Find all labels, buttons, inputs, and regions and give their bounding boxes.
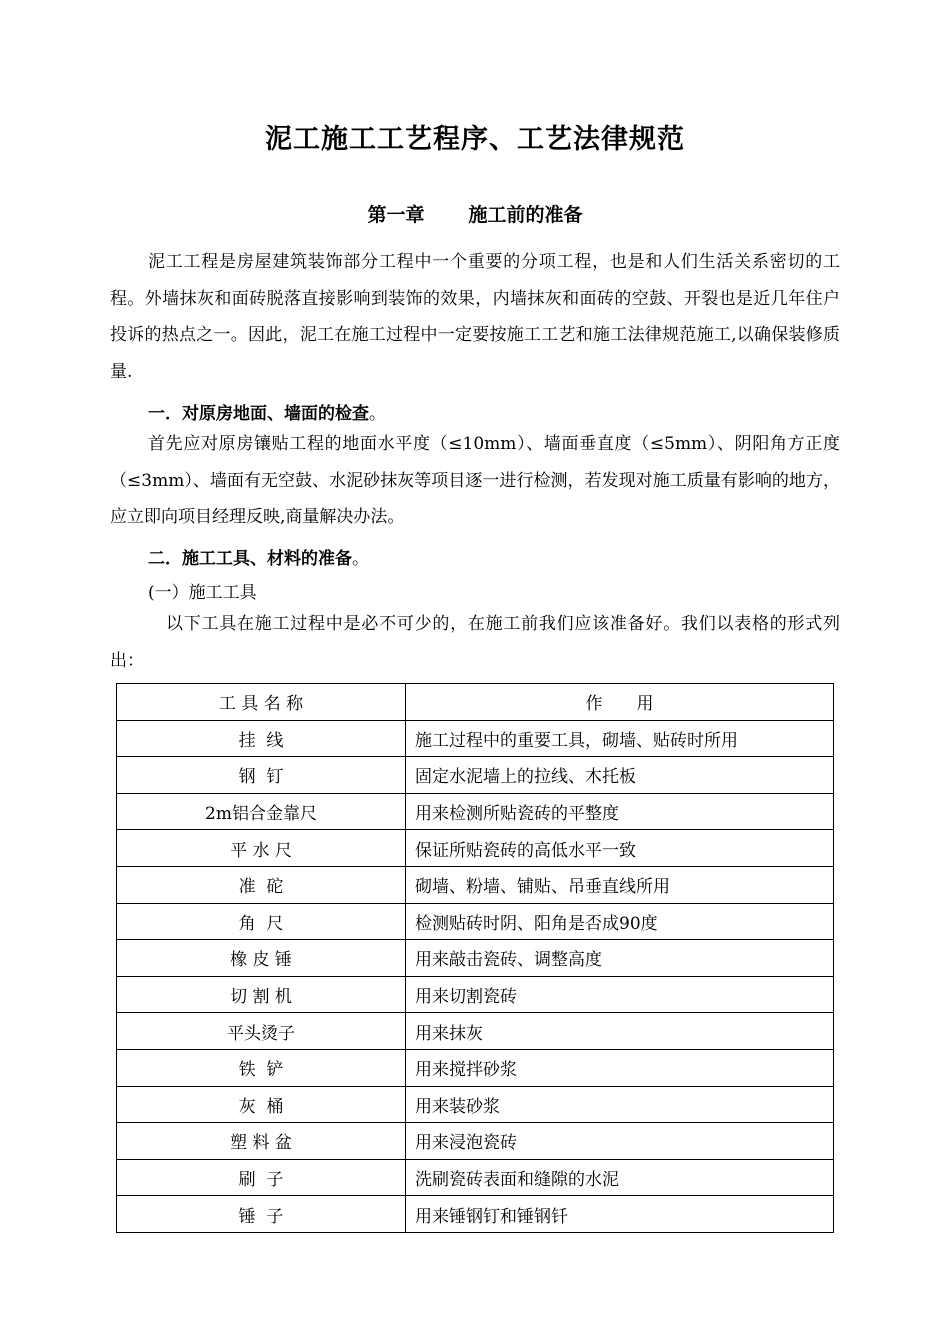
tool-purpose-cell: 施工过程中的重要工具，砌墙、贴砖时所用 [406, 720, 834, 757]
table-row [117, 1049, 834, 1086]
table-row [117, 793, 834, 830]
table-row [117, 1013, 834, 1050]
tool-name-cell: 锤 子 [117, 1196, 406, 1233]
tool-purpose-cell: 砌墙、粉墙、铺贴、吊垂直线所用 [406, 866, 834, 903]
table-row [117, 1086, 834, 1123]
table-header-row [117, 684, 834, 721]
inspection-paragraph: 首先应对原房镶贴工程的地面水平度（≤10mm）、墙面垂直度（≤5mm）、阴阳角方正度（≤3mm）、墙面有无空鼓、水泥砂抹灰等项目逐一进行检测，若发现对施工质量有影响的地方，应立即向项目经理反映,商量解决办法。 [110, 434, 840, 527]
tool-name-cell: 铁 铲 [117, 1049, 406, 1086]
tool-name-cell: 角 尺 [117, 903, 406, 940]
tool-purpose-cell: 用来敲击瓷砖、调整高度 [406, 940, 834, 977]
header-tool-name: 工 具 名 称 [117, 684, 406, 721]
table-row [117, 866, 834, 903]
tool-purpose-cell: 用来检测所贴瓷砖的平整度 [406, 793, 834, 830]
chapter-number: 第一章 [367, 204, 425, 226]
table-row [117, 1123, 834, 1160]
section-heading-text: 一．对原房地面、墙面的检查 [148, 404, 369, 424]
tool-purpose-cell: 用来抹灰 [406, 1013, 834, 1050]
tool-name-cell: 橡 皮 锤 [117, 940, 406, 977]
tool-name-cell: 钢 钉 [117, 757, 406, 794]
tool-purpose-cell: 用来搅拌砂浆 [406, 1049, 834, 1086]
tools-intro-paragraph: 以下工具在施工过程中是必不可少的，在施工前我们应该准备好。我们以表格的形式列出： [110, 614, 840, 671]
table-row [117, 940, 834, 977]
tool-purpose-cell: 洗刷瓷砖表面和缝隙的水泥 [406, 1159, 834, 1196]
chapter-name: 施工前的准备 [468, 204, 583, 226]
tool-purpose-cell: 固定水泥墙上的拉线、木托板 [406, 757, 834, 794]
table-row [117, 903, 834, 940]
section-heading-preparation: 二．施工工具、材料的准备。 [148, 549, 369, 569]
header-purpose: 作 用 [406, 684, 834, 721]
section-heading-inspection: 一．对原房地面、墙面的检查。 [148, 404, 386, 424]
tool-purpose-cell: 用来切割瓷砖 [406, 976, 834, 1013]
table-row [117, 976, 834, 1013]
table-row [117, 1159, 834, 1196]
tools-table [116, 683, 834, 1233]
table-row [117, 757, 834, 794]
intro-paragraph: 泥工工程是房屋建筑装饰部分工程中一个重要的分项工程，也是和人们生活关系密切的工程。外墙抹灰和面砖脱落直接影响到装饰的效果，内墙抹灰和面砖的空鼓、开裂也是近几年住户投诉的热点之一。因此，泥工在施工过程中一定要按施工工艺和施工法律规范施工,以确保装修质量. [110, 252, 840, 382]
tool-purpose-cell: 检测贴砖时阴、阳角是否成90度 [406, 903, 834, 940]
chapter-heading [0, 200, 950, 227]
section-heading-text: 二．施工工具、材料的准备 [148, 549, 352, 569]
tool-name-cell: 灰 桶 [117, 1086, 406, 1123]
tool-name-cell: 2m铝合金靠尺 [117, 793, 406, 830]
page-title: 泥工施工工艺程序、工艺法律规范 [265, 124, 685, 155]
tool-name-cell: 塑 料 盆 [117, 1123, 406, 1160]
tool-name-cell: 平头烫子 [117, 1013, 406, 1050]
tool-name-cell: 平 水 尺 [117, 830, 406, 867]
tool-name-cell: 切 割 机 [117, 976, 406, 1013]
table-row [117, 830, 834, 867]
table-row [117, 1196, 834, 1233]
tool-purpose-cell: 用来装砂浆 [406, 1086, 834, 1123]
tool-name-cell: 挂 线 [117, 720, 406, 757]
tool-purpose-cell: 用来锤钢钉和锤钢钎 [406, 1196, 834, 1233]
tool-name-cell: 刷 子 [117, 1159, 406, 1196]
subsection-tools: (一）施工工具 [148, 583, 257, 603]
tool-purpose-cell: 保证所贴瓷砖的高低水平一致 [406, 830, 834, 867]
tool-name-cell: 准 砣 [117, 866, 406, 903]
tool-purpose-cell: 用来浸泡瓷砖 [406, 1123, 834, 1160]
table-row [117, 720, 834, 757]
